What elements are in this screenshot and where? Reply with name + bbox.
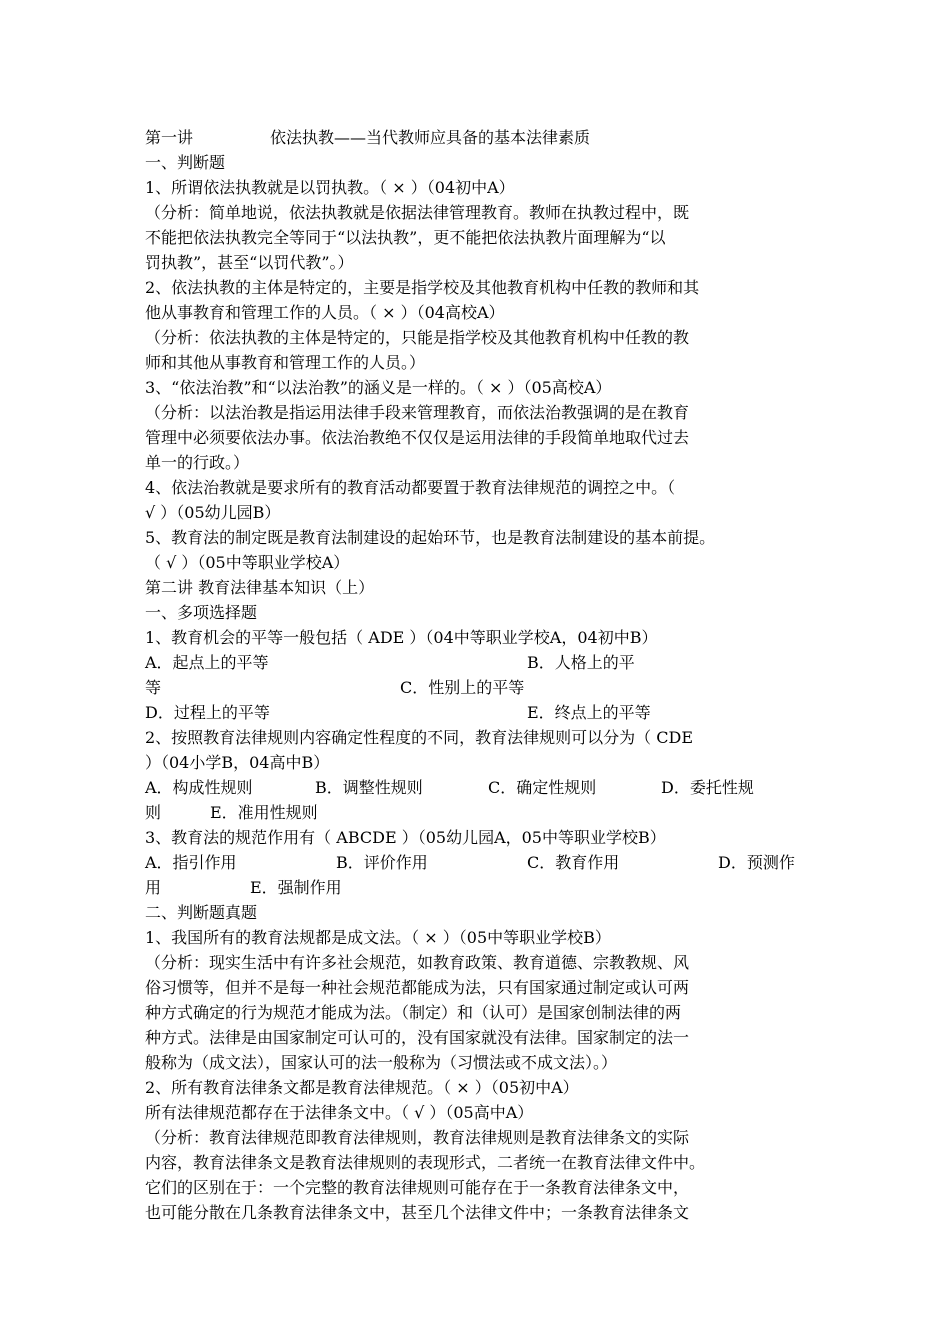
option-d: D．过程上的平等 — [145, 703, 270, 722]
option-a: A．起点上的平等 — [145, 653, 269, 672]
text-line: 5、教育法的制定既是教育法制建设的起始环节，也是教育法制建设的基本前提。 — [145, 528, 716, 547]
text-line: 它们的区别在于：一个完整的教育法律规则可能存在于一条教育法律条文中， — [145, 1178, 690, 1197]
text-line: （ √ ）（05中等职业学校A） — [145, 553, 350, 572]
option-a: A．指引作用 — [145, 853, 237, 872]
question-2-options-row1 — [145, 775, 825, 800]
text-line: （分析：依法执教的主体是特定的，只能是指学校及其他教育机构中任教的教 — [145, 328, 690, 347]
option-e: E．强制作用 — [250, 878, 342, 897]
text-line: 俗习惯等，但并不是每一种社会规范都能成为法，只有国家通过制定或认可两 — [145, 978, 690, 997]
question-1-options-row2 — [145, 675, 825, 700]
lecture1-title-prefix: 第一讲 — [145, 128, 194, 147]
text-line: 内容，教育法律条文是教育法律规则的表现形式，二者统一在教育法律文件中。 — [145, 1153, 706, 1172]
option-d-continued: 用 — [145, 878, 162, 897]
text-line: 师和其他从事教育和管理工作的人员。） — [145, 353, 426, 372]
option-c: C．确定性规则 — [488, 778, 597, 797]
text-line: 不能把依法执教完全等同于“以法执教”，更不能把依法执教片面理解为“以 — [145, 228, 666, 247]
text-line: 管理中必须要依法办事。依法治教绝不仅仅是运用法律的手段简单地取代过去 — [145, 428, 690, 447]
option-b-continued: 等 — [145, 678, 162, 697]
option-b: B．人格上的平 — [527, 653, 635, 672]
option-d: D．预测作 — [718, 853, 795, 872]
option-c: C．教育作用 — [527, 853, 620, 872]
option-a: A．构成性规则 — [145, 778, 253, 797]
option-c: C．性别上的平等 — [400, 678, 525, 697]
text-line: 3、“依法治教”和“以法治教”的涵义是一样的。（ × ）（05高校A） — [145, 378, 612, 397]
text-line: 2、依法执教的主体是特定的，主要是指学校及其他教育机构中任教的教师和其 — [145, 278, 700, 297]
text-line: 也可能分散在几条教育法律条文中，甚至几个法律文件中；一条教育法律条文 — [145, 1203, 690, 1222]
option-e: E．终点上的平等 — [527, 703, 651, 722]
text-line: 种方式。法律是由国家制定可认可的，没有国家就没有法律。国家制定的法一 — [145, 1028, 690, 1047]
text-line: 1、我国所有的教育法规都是成文法。（ × ）（05中等职业学校B） — [145, 928, 611, 947]
text-line: 种方式确定的行为规范才能成为法。（制定）和（认可）是国家创制法律的两 — [145, 1003, 682, 1022]
lecture2-section-heading: 一、多项选择题 — [145, 603, 258, 622]
option-d: D．委托性规 — [661, 778, 754, 797]
lecture2-section2-heading: 二、判断题真题 — [145, 903, 258, 922]
option-b: B．评价作用 — [336, 853, 428, 872]
text-line: 罚执教”，甚至“以罚代教”。） — [145, 253, 354, 272]
lecture1-title — [145, 125, 825, 150]
text-line: 般称为（成文法），国家认可的法一般称为（习惯法或不成文法）。） — [145, 1053, 618, 1072]
text-line: √ ）（05幼儿园B） — [145, 503, 281, 522]
lecture1-section-heading: 一、判断题 — [145, 153, 226, 172]
text-line: 他从事教育和管理工作的人员。（ × ）（04高校A） — [145, 303, 505, 322]
lecture2-title: 第二讲 教育法律基本知识（上） — [145, 578, 375, 597]
text-line: 所有法律规范都存在于法律条文中。（ √ ）（05高中A） — [145, 1103, 534, 1122]
question-1-options-row1 — [145, 650, 825, 675]
option-d-continued: 则 — [145, 803, 162, 822]
question-1-options-row3 — [145, 700, 825, 725]
text-line: 1、所谓依法执教就是以罚执教。（ × ）（04初中A） — [145, 178, 515, 197]
question-2-options-row2 — [145, 800, 825, 825]
question-3-options-row2 — [145, 875, 825, 900]
text-line: 2、所有教育法律条文都是教育法律规范。（ × ）（05初中A） — [145, 1078, 579, 1097]
text-line: （分析：教育法律规范即教育法律规则，教育法律规则是教育法律条文的实际 — [145, 1128, 690, 1147]
question-3: 3、教育法的规范作用有（ ABCDE ）（05幼儿园A，05中等职业学校B） — [145, 828, 666, 847]
question-3-options-row1 — [145, 850, 825, 875]
question-2-continued: ）（04小学B，04高中B） — [145, 753, 330, 772]
question-2: 2、按照教育法律规则内容确定性程度的不同，教育法律规则可以分为（ CDE — [145, 728, 694, 747]
question-1: 1、教育机会的平等一般包括（ ADE ）（04中等职业学校A，04初中B） — [145, 628, 658, 647]
text-line: 单一的行政。） — [145, 453, 250, 472]
text-line: （分析：现实生活中有许多社会规范，如教育政策、教育道德、宗教教规、风 — [145, 953, 690, 972]
document-page — [145, 125, 825, 1225]
option-b: B．调整性规则 — [315, 778, 423, 797]
option-e: E．准用性规则 — [210, 803, 318, 822]
text-line: 4、依法治教就是要求所有的教育活动都要置于教育法律规范的调控之中。（ — [145, 478, 676, 497]
text-line: （分析：以法治教是指运用法律手段来管理教育，而依法治教强调的是在教育 — [145, 403, 690, 422]
lecture1-title-main: 依法执教——当代教师应具备的基本法律素质 — [270, 128, 591, 147]
text-line: （分析：简单地说，依法执教就是依据法律管理教育。教师在执教过程中，既 — [145, 203, 690, 222]
